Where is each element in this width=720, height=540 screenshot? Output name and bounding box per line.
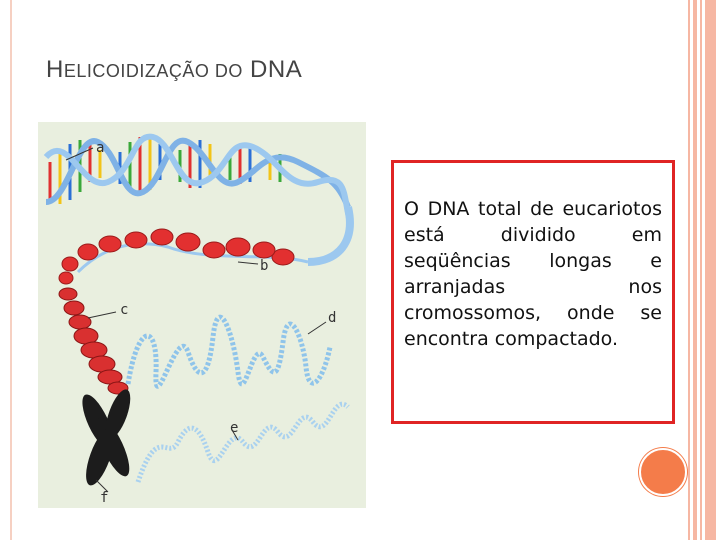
chromosome: [76, 386, 135, 488]
body-text: O DNA total de eucariotos está dividido em seqüências longas e arranjadas nos cromossomos, onde se encontra compactado.: [404, 198, 662, 350]
figure-label-c: c: [120, 302, 129, 318]
slide-left-border: [10, 0, 12, 540]
extended-chromatin-fiber: [138, 404, 348, 482]
decorative-stripe: [705, 0, 716, 540]
decorative-stripe: [688, 0, 690, 540]
dna-helix-figure: [38, 122, 366, 508]
figure-label-f: f: [100, 490, 109, 506]
slide-title: [46, 56, 302, 84]
decorative-stripe: [693, 0, 697, 540]
title-last-word: DNA: [250, 56, 303, 83]
condensed-fiber: [59, 288, 128, 394]
figure-label-b: b: [260, 258, 269, 274]
figure-label-a: a: [96, 140, 105, 156]
figure-label-d: d: [328, 310, 337, 326]
looped-chromatin-fiber: [128, 317, 330, 386]
text-box: [391, 160, 675, 424]
dna-illustration: [38, 122, 366, 508]
decorative-circle: [639, 448, 687, 496]
title-first-letter: H: [46, 56, 64, 83]
decorative-stripe: [700, 0, 702, 540]
nucleosome-fiber: [59, 229, 308, 284]
figure-label-e: e: [230, 420, 239, 436]
title-small-caps: ELICOIDIZAÇÃO DO: [63, 61, 243, 81]
